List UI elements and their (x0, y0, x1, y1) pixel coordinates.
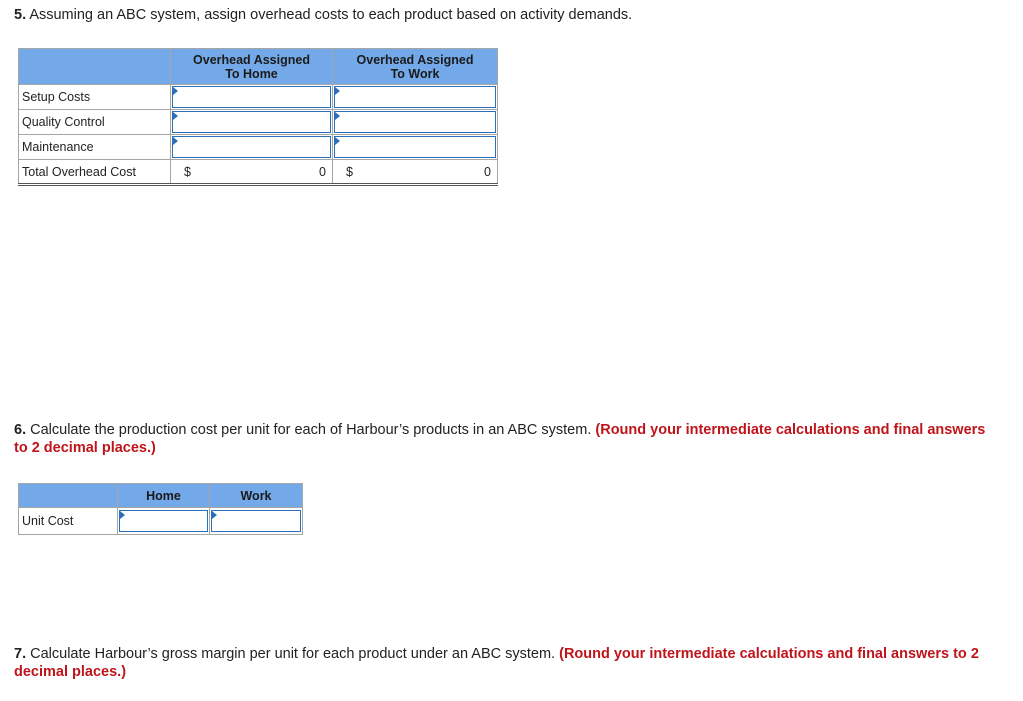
row-label-total: Total Overhead Cost (19, 160, 171, 185)
quality-home-cell (171, 110, 333, 135)
question-5-number: 5. (14, 7, 27, 23)
unit-cost-home-cell (118, 508, 210, 535)
unit-cost-work-cell (210, 508, 303, 535)
maintenance-home-cell (171, 135, 333, 160)
input-flag-icon (335, 87, 340, 95)
row-label-unit-cost: Unit Cost (19, 508, 118, 535)
header-overhead-home: Overhead Assigned To Home (171, 49, 333, 85)
input-flag-icon (335, 112, 340, 120)
total-work-currency: $ (346, 164, 353, 179)
input-flag-icon (173, 87, 178, 95)
question-6-number: 6. (14, 422, 27, 438)
total-home-value: 0 (319, 164, 326, 179)
question-6 (14, 421, 994, 457)
unit-header-blank (19, 484, 118, 508)
total-home-cell (171, 160, 333, 185)
maintenance-work-input[interactable] (334, 136, 496, 158)
question-5 (14, 6, 632, 24)
setup-home-cell (171, 85, 333, 110)
question-7-note: (Round your intermediate calculations and final answers to 2 decimal places.) (14, 646, 979, 680)
setup-work-cell (333, 85, 498, 110)
unit-cost-work-input[interactable] (211, 510, 301, 532)
input-flag-icon (173, 112, 178, 120)
input-flag-icon (120, 511, 125, 519)
quality-work-cell (333, 110, 498, 135)
setup-home-input[interactable] (172, 86, 331, 108)
row-label-setup: Setup Costs (19, 85, 171, 110)
unit-cost-home-input[interactable] (119, 510, 208, 532)
header-work: Work (210, 484, 303, 508)
input-flag-icon (335, 137, 340, 145)
quality-work-input[interactable] (334, 111, 496, 133)
setup-work-input[interactable] (334, 86, 496, 108)
header-home: Home (118, 484, 210, 508)
row-label-quality: Quality Control (19, 110, 171, 135)
quality-home-input[interactable] (172, 111, 331, 133)
header-overhead-work: Overhead Assigned To Work (333, 49, 498, 85)
total-work-value: 0 (484, 164, 491, 179)
row-label-maintenance: Maintenance (19, 135, 171, 160)
unit-cost-table (18, 483, 303, 535)
total-work-cell (333, 160, 498, 185)
maintenance-work-cell (333, 135, 498, 160)
maintenance-home-input[interactable] (172, 136, 331, 158)
question-7 (14, 645, 1004, 681)
question-6-note: (Round your intermediate calculations and final answers to 2 decimal places.) (14, 422, 986, 456)
overhead-header-blank (19, 49, 171, 85)
question-7-number: 7. (14, 646, 27, 662)
question-6-text: Calculate the production cost per unit for each of Harbour’s products in an ABC system. (26, 422, 592, 438)
input-flag-icon (173, 137, 178, 145)
overhead-table (18, 48, 498, 186)
total-home-currency: $ (184, 164, 191, 179)
question-7-text: Calculate Harbour’s gross margin per unit for each product under an ABC system. (26, 646, 556, 662)
question-5-text: Assuming an ABC system, assign overhead costs to each product based on activity demands. (26, 7, 633, 23)
input-flag-icon (212, 511, 217, 519)
